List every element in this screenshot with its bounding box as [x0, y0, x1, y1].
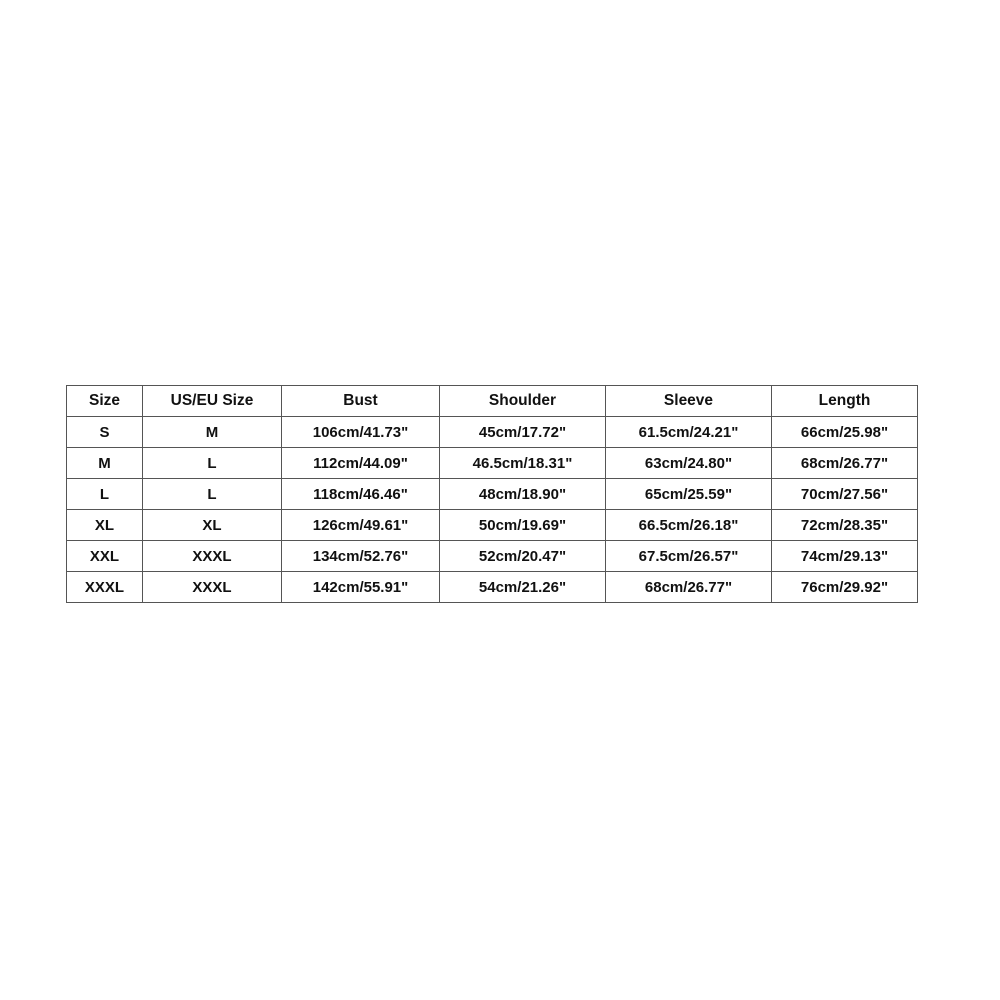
header-bust: Bust	[282, 386, 440, 417]
cell-shoulder: 45cm/17.72"	[440, 417, 606, 448]
header-sleeve: Sleeve	[606, 386, 772, 417]
table-row	[67, 510, 918, 541]
cell-length: 74cm/29.13"	[772, 541, 918, 572]
cell-size: XXXL	[67, 572, 143, 603]
cell-shoulder: 54cm/21.26"	[440, 572, 606, 603]
header-size: Size	[67, 386, 143, 417]
table-header-row	[67, 386, 918, 417]
table-row	[67, 541, 918, 572]
cell-bust: 112cm/44.09"	[282, 448, 440, 479]
cell-shoulder: 48cm/18.90"	[440, 479, 606, 510]
cell-sleeve: 66.5cm/26.18"	[606, 510, 772, 541]
cell-shoulder: 46.5cm/18.31"	[440, 448, 606, 479]
cell-sleeve: 63cm/24.80"	[606, 448, 772, 479]
cell-length: 76cm/29.92"	[772, 572, 918, 603]
cell-length: 70cm/27.56"	[772, 479, 918, 510]
size-chart-table	[66, 385, 918, 603]
cell-length: 66cm/25.98"	[772, 417, 918, 448]
cell-shoulder: 50cm/19.69"	[440, 510, 606, 541]
cell-size: S	[67, 417, 143, 448]
cell-sleeve: 68cm/26.77"	[606, 572, 772, 603]
cell-sleeve: 65cm/25.59"	[606, 479, 772, 510]
cell-us-eu-size: L	[143, 479, 282, 510]
cell-shoulder: 52cm/20.47"	[440, 541, 606, 572]
cell-us-eu-size: XXXL	[143, 572, 282, 603]
cell-size: M	[67, 448, 143, 479]
table-row	[67, 448, 918, 479]
table-row	[67, 417, 918, 448]
cell-size: L	[67, 479, 143, 510]
cell-us-eu-size: M	[143, 417, 282, 448]
cell-us-eu-size: XXXL	[143, 541, 282, 572]
cell-sleeve: 61.5cm/24.21"	[606, 417, 772, 448]
cell-bust: 106cm/41.73"	[282, 417, 440, 448]
cell-length: 72cm/28.35"	[772, 510, 918, 541]
header-shoulder: Shoulder	[440, 386, 606, 417]
header-us-eu-size: US/EU Size	[143, 386, 282, 417]
table-row	[67, 572, 918, 603]
cell-us-eu-size: L	[143, 448, 282, 479]
cell-bust: 142cm/55.91"	[282, 572, 440, 603]
cell-size: XL	[67, 510, 143, 541]
header-length: Length	[772, 386, 918, 417]
cell-sleeve: 67.5cm/26.57"	[606, 541, 772, 572]
cell-length: 68cm/26.77"	[772, 448, 918, 479]
cell-bust: 126cm/49.61"	[282, 510, 440, 541]
table-row	[67, 479, 918, 510]
cell-bust: 118cm/46.46"	[282, 479, 440, 510]
cell-size: XXL	[67, 541, 143, 572]
cell-us-eu-size: XL	[143, 510, 282, 541]
cell-bust: 134cm/52.76"	[282, 541, 440, 572]
